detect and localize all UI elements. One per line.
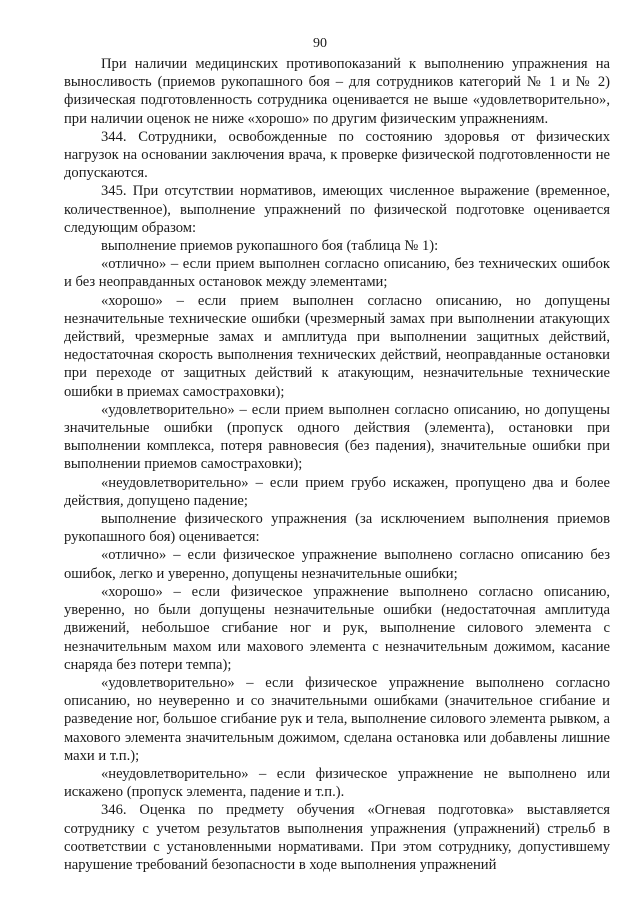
- paragraph-345: 345. При отсутствии нормативов, имеющих численное выражение (временное, количественное), выполнение упражнений по физической подготовке оценивается следующим образом:: [64, 183, 610, 236]
- paragraph-exercise-satisfactory: «удовлетворительно» – если физическое упражнение выполнено согласно описанию, но неуверенно и со значительными ошибками (значительное сгибание и разведение ног, большое сгибание рук и тела, выполнение силового элемента рывком, а махового элемента значительным дожимом, сделана остановка или добавлены лишние махи и т.п.);: [64, 674, 610, 764]
- paragraph-hand-to-hand-intro: выполнение приемов рукопашного боя (таблица № 1):: [101, 238, 439, 255]
- paragraph-hand-to-hand-excellent: «отлично» – если прием выполнен согласно описанию, без технических ошибок и без неоправданных остановок между элементами;: [64, 256, 610, 291]
- paragraph-exercise-excellent: «отлично» – если физическое упражнение выполнено согласно описанию без ошибок, легко и уверенно, допущены незначительные ошибки;: [64, 547, 610, 582]
- paragraph-hand-to-hand-unsatisfactory: «неудовлетворительно» – если прием грубо искажен, пропущено два и более действия, допущено падение;: [64, 474, 610, 509]
- paragraph-contraindications: При наличии медицинских противопоказаний к выполнению упражнения на выносливость (приемов рукопашного боя – для сотрудников категорий № 1 и № 2) физическая подготовленность сотрудника оценивается не выше «удовлетворительно», при наличии оценок не ниже «хорошо» по другим физическим упражнениям.: [64, 56, 610, 127]
- paragraph-344: 344. Сотрудники, освобожденные по состоянию здоровья от физических нагрузок на основании заключения врача, к проверке физической подготовленности не допускаются.: [64, 128, 610, 182]
- paragraph-exercise-good: «хорошо» – если физическое упражнение выполнено согласно описанию, уверенно, но были допущены незначительные ошибки (недостаточная амплитуда движений, небольшое сгибание ног и рук, выполнение силового элемента с незначительным махом или махового элемента с незначительным дожимом, касание снаряда без потери темпа);: [64, 583, 610, 673]
- page-body: [64, 55, 610, 874]
- paragraph-hand-to-hand-satisfactory: «удовлетворительно» – если прием выполнен согласно описанию, но допущены значительные ошибки (пропуск одного действия (элемента), остановки при выполнении комплекса, потеря равновесия (без падения), значительные ошибки при выполнении приемов самостраховки);: [64, 401, 610, 473]
- page-number: 90: [313, 36, 327, 51]
- paragraph-exercise-unsatisfactory: «неудовлетворительно» – если физическое упражнение не выполнено или искажено (пропуск элемента, падение и т.п.).: [64, 765, 610, 801]
- paragraph-exercise-intro: выполнение физического упражнения (за исключением выполнения приемов рукопашного боя) оценивается:: [64, 511, 610, 546]
- paragraph-hand-to-hand-good: «хорошо» – если прием выполнен согласно описанию, но допущены незначительные технические ошибки (чрезмерный замах при выполнении атакующих действий, чрезмерные замах и амплитуда при выполнении защитных действий, недостаточная скорость выполнения технических действий, неоправданные остановки при переходе от защитных действий к атакующим, незначительные технические ошибки в приемах самостраховки);: [64, 292, 610, 400]
- paragraph-346: 346. Оценка по предмету обучения «Огневая подготовка» выставляется сотруднику с учетом результатов выполнения упражнения (упражнений) стрельб в соответствии с установленными нормативами. При этом сотруднику, допустившему нарушение требований безопасности в ходе выполнения упражнений: [64, 802, 610, 873]
